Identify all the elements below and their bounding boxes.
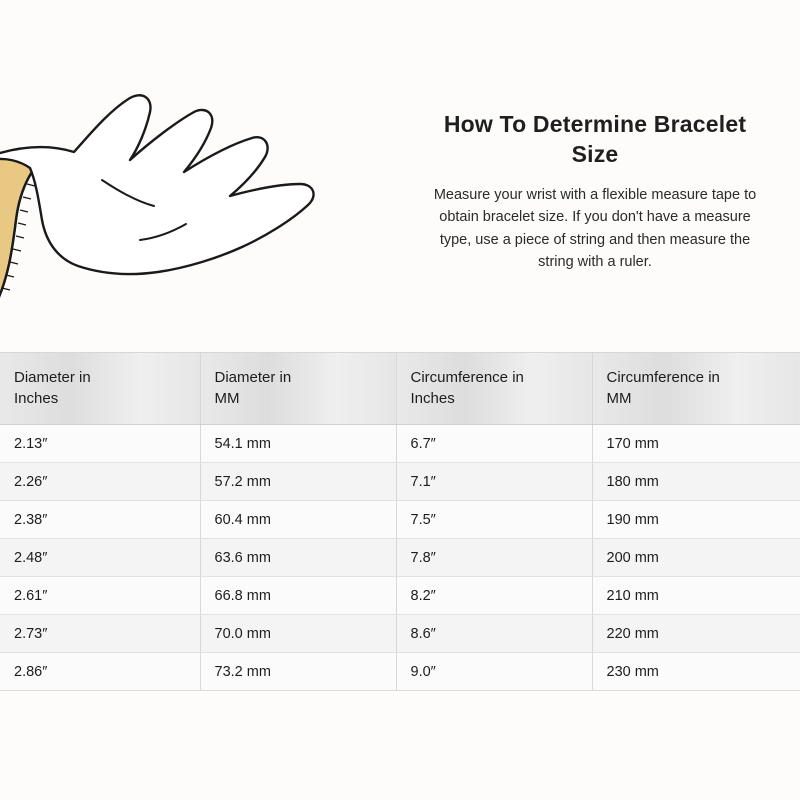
cell-circumference-inches: 6.7″ <box>396 425 592 463</box>
cell-circumference-inches: 8.2″ <box>396 577 592 615</box>
cell-circumference-mm: 200 mm <box>592 539 800 577</box>
table-row <box>0 425 800 463</box>
header-line-1: Circumference in <box>606 369 720 387</box>
heading-block <box>400 110 790 274</box>
table-row <box>0 653 800 691</box>
header-line-2: MM <box>606 389 632 407</box>
instruction-text: Measure your wrist with a flexible measure tape to obtain bracelet size. If you don't have a measure type, use a piece of string and then measure the string with a ruler. <box>433 186 757 271</box>
column-header-diameter-inches <box>0 353 200 425</box>
bracelet-size-table <box>0 352 800 691</box>
header-line-2: MM <box>214 389 240 407</box>
table-row <box>0 577 800 615</box>
header-line-1: Diameter in <box>14 369 91 387</box>
cell-diameter-mm: 73.2 mm <box>200 653 396 691</box>
cell-circumference-mm: 230 mm <box>592 653 800 691</box>
header-line-2: Inches <box>410 389 455 407</box>
cell-diameter-mm: 57.2 mm <box>200 463 396 501</box>
hand-with-measuring-tape-illustration <box>0 60 390 330</box>
cell-diameter-mm: 66.8 mm <box>200 577 396 615</box>
cell-circumference-mm: 220 mm <box>592 615 800 653</box>
cell-diameter-mm: 60.4 mm <box>200 501 396 539</box>
cell-diameter-mm: 54.1 mm <box>200 425 396 463</box>
cell-diameter-inches: 2.48″ <box>0 539 200 577</box>
cell-circumference-mm: 210 mm <box>592 577 800 615</box>
table-header-row <box>0 353 800 425</box>
table-row <box>0 501 800 539</box>
header-line-1: Circumference in <box>410 369 524 387</box>
cell-diameter-inches: 2.86″ <box>0 653 200 691</box>
page-title: How To Determine Bracelet Size <box>443 111 747 167</box>
header-line-1: Diameter in <box>214 369 292 387</box>
cell-diameter-mm: 63.6 mm <box>200 539 396 577</box>
cell-circumference-inches: 8.6″ <box>396 615 592 653</box>
cell-circumference-inches: 9.0″ <box>396 653 592 691</box>
hand-outline-icon <box>0 95 314 274</box>
column-header-diameter-mm <box>200 353 396 425</box>
size-table-container <box>0 352 800 691</box>
column-header-circumference-mm <box>592 353 800 425</box>
table-row <box>0 615 800 653</box>
cell-circumference-inches: 7.1″ <box>396 463 592 501</box>
cell-circumference-inches: 7.5″ <box>396 501 592 539</box>
cell-diameter-inches: 2.38″ <box>0 501 200 539</box>
column-header-circumference-inches <box>396 353 592 425</box>
table-row <box>0 463 800 501</box>
cell-circumference-mm: 180 mm <box>592 463 800 501</box>
table-row <box>0 539 800 577</box>
cell-circumference-mm: 170 mm <box>592 425 800 463</box>
cell-diameter-mm: 70.0 mm <box>200 615 396 653</box>
top-section <box>0 0 800 352</box>
cell-circumference-mm: 190 mm <box>592 501 800 539</box>
header-line-2: Inches <box>14 389 59 407</box>
cell-diameter-inches: 2.26″ <box>0 463 200 501</box>
cell-diameter-inches: 2.61″ <box>0 577 200 615</box>
cell-diameter-inches: 2.13″ <box>0 425 200 463</box>
cell-diameter-inches: 2.73″ <box>0 615 200 653</box>
cell-circumference-inches: 7.8″ <box>396 539 592 577</box>
